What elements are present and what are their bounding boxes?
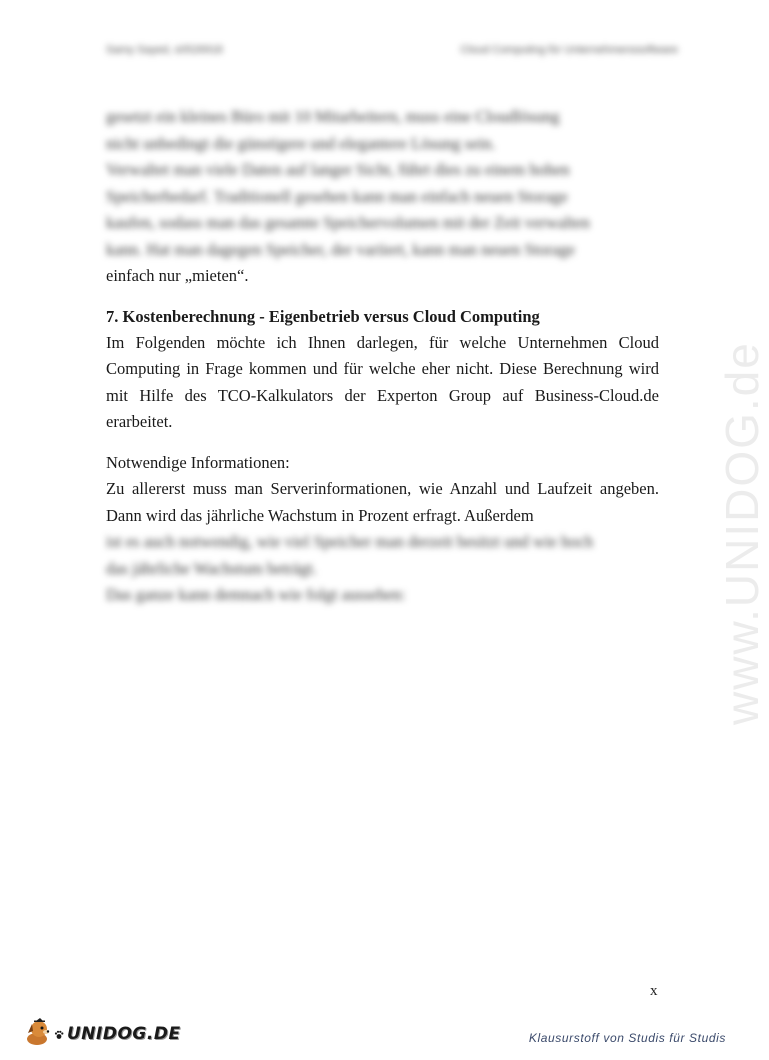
header-title: Cloud Computing für Unternehmenssoftware [460, 44, 678, 56]
info-text: Zu allererst muss man Serverinformationen, wie Anzahl und Laufzeit angeben. Dann wird das jährliche Wachstum in Prozent erfragt. Außerdem [106, 479, 659, 525]
header-author: Samy Sayed, s0526918 [106, 44, 223, 56]
paw-icon [54, 1025, 64, 1044]
intro-line: Speicherbedarf. Traditionell gesehen kann man einfach neuen Storage [106, 186, 568, 206]
intro-line: Verwaltet man viele Daten auf langer Sicht, führt dies zu einem hohen [106, 160, 570, 179]
section-paragraph: Im Folgenden möchte ich Ihnen darlegen, für welche Unternehmen Cloud Computing in Frage kommen und für welche eher nicht. Diese Berechnung wird mit Hilfe des TCO-Kalkulators der Experton Group auf Business-Cloud.de erarbeitet. [106, 332, 659, 431]
continuation-line: Das ganze kann demnach wie folgt aussehen: [106, 585, 406, 604]
intro-end: einfach nur „mieten“. [106, 266, 249, 285]
blurred-intro [106, 104, 659, 263]
watermark: www.UNIDOG.de [716, 341, 768, 725]
intro-line: gesetzt ein kleines Büro mit 10 Mitarbeitern, muss eine Cloudlösung [106, 107, 560, 126]
logo-text: UNIDOG.DE [67, 1024, 181, 1044]
document-body [106, 104, 659, 609]
page-number: x [650, 983, 658, 999]
blurred-continuation [106, 529, 659, 609]
intro-line: nicht unbedingt die günstigere und elegantere Lösung sein. [106, 133, 496, 153]
dog-mascot-icon [22, 1017, 54, 1051]
footer-tagline: Klausurstoff von Studis für Studis [528, 1031, 726, 1045]
section-heading: 7. Kostenberechnung - Eigenbetrieb versus Cloud Computing [106, 306, 540, 326]
continuation-line: ist es auch notwendig, wie viel Speicher man derzeit besitzt und wie hoch [106, 532, 594, 551]
page-header [106, 44, 678, 56]
unidog-logo[interactable] [22, 1017, 181, 1051]
intro-line: kann. Hat man dagegen Speicher, der variiert, kann man neuen Storage [106, 239, 575, 259]
continuation-line: das jährliche Wachstum beträgt. [106, 558, 317, 578]
intro-line: kaufen, sodass man das gesamte Speichervolumen mit der Zeit verwalten [106, 213, 590, 232]
info-label: Notwendige Informationen: [106, 452, 290, 472]
